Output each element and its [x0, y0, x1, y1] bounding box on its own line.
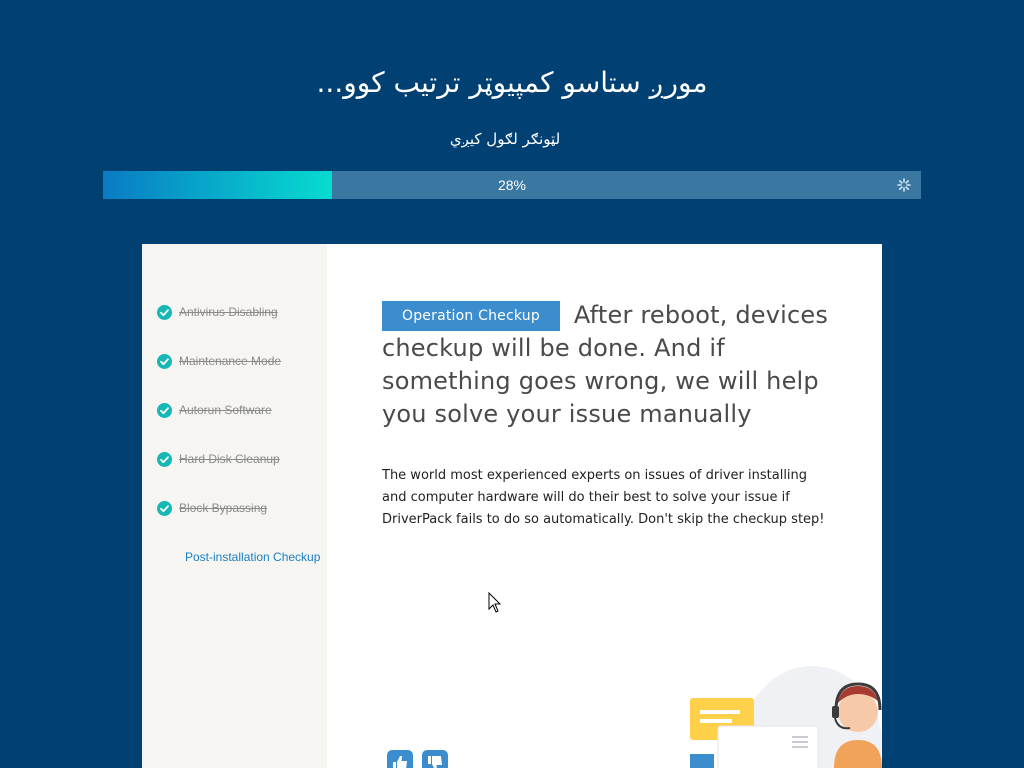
- check-icon: [157, 501, 172, 516]
- progress-bar: [103, 171, 921, 199]
- body-text: The world most experienced experts on issues of driver installing and computer hardware will do their best to solve your issue if DriverPack fails to do so automatically. Don't skip the checkup step!: [382, 468, 825, 527]
- progress-label: 28%: [497, 177, 527, 193]
- step-label: Hard Disk Cleanup: [179, 452, 280, 466]
- page-subtitle: لټونګر لګول کیږي: [449, 130, 561, 148]
- check-icon: [157, 403, 172, 418]
- step-hard-disk-cleanup: [157, 449, 280, 469]
- thumbs-up-icon: [387, 750, 413, 768]
- step-label: Autorun Software: [179, 403, 272, 417]
- headline: [382, 299, 842, 431]
- step-label: Maintenance Mode: [179, 354, 282, 368]
- thumbs-down-button[interactable]: [422, 750, 448, 768]
- page-title: ...مورږ ستاسو کمپیوټر ترتیب کوو: [316, 66, 708, 99]
- setup-card: [142, 244, 882, 768]
- step-autorun-software: [157, 400, 272, 420]
- main-content: [382, 299, 842, 531]
- step-maintenance-mode: [157, 351, 281, 371]
- steps-sidebar: [142, 244, 327, 768]
- headline-text: After reboot, devices checkup will be done. And if something goes wrong, we will help you solve your issue manually: [382, 301, 829, 428]
- operation-badge: Operation Checkup: [382, 301, 560, 331]
- step-block-bypassing: [157, 498, 267, 518]
- thumbs-up-button[interactable]: [387, 750, 413, 768]
- check-icon: [157, 305, 172, 320]
- check-icon: [157, 452, 172, 467]
- check-icon: [157, 354, 172, 369]
- spinner-icon: [897, 178, 911, 192]
- cursor-icon: [488, 592, 504, 614]
- support-illustration: [682, 664, 882, 768]
- step-label: Block Bypassing: [179, 501, 268, 515]
- step-label: Antivirus Disabling: [179, 305, 278, 319]
- step-post-installation-checkup: Post-installation Checkup: [185, 550, 321, 564]
- thumbs-down-icon: [422, 750, 448, 768]
- step-antivirus-disabling: [157, 302, 278, 322]
